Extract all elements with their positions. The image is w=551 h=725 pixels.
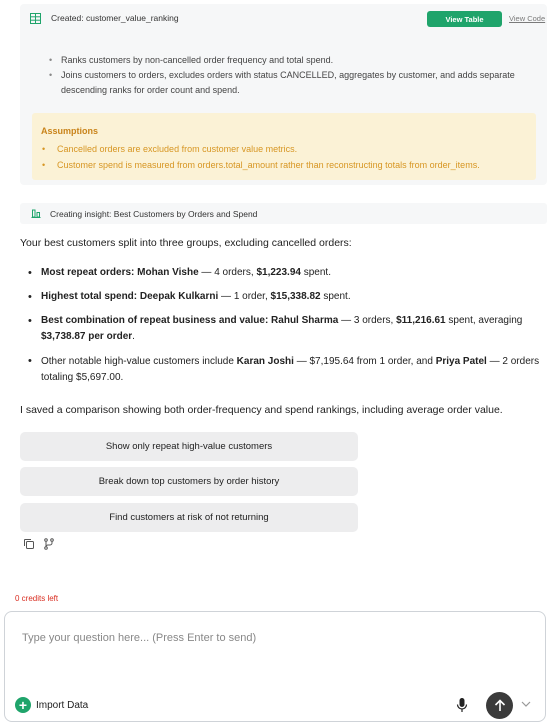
view-code-link[interactable]: View Code [509,14,546,23]
card-header [20,4,547,30]
card-description-item: • Joins customers to orders, excludes orders with status CANCELLED, aggregates by customer, and adds separate descending ranks for order count and spend. [49,68,529,98]
assumptions-list [41,141,531,173]
answer-item [28,353,546,386]
answer-item-text: — $7,195.64 from 1 order, and [293,356,436,367]
answer-item-value: $3,738.87 per order [41,331,133,342]
answer-item-label: Best combination of repeat business and value: Rahul Sharma [41,315,339,326]
answer-item [28,289,546,305]
created-table-card [20,4,547,185]
answer-item-label: Most repeat orders: Mohan Vishe [41,267,199,278]
card-description-list [49,53,529,98]
answer-item [28,265,546,281]
import-data-label: Import Data [36,699,89,711]
credits-remaining: 0 credits left [15,594,59,603]
suggestion-button[interactable]: Show only repeat high-value customers [20,432,358,461]
answer-item-text: — 1 order, [218,291,271,302]
microphone-icon[interactable] [456,697,468,713]
assumption-item: • Customer spend is measured from orders.total_amount rather than reconstructing totals from order_items. [41,157,531,173]
answer-summary: I saved a comparison showing both order-frequency and spend rankings, including average order value. [20,404,503,416]
branch-icon[interactable] [43,538,55,550]
arrow-up-icon [494,699,506,712]
plus-icon: + [15,697,31,713]
answer-item-value: $15,338.82 [270,291,321,302]
chevron-down-icon[interactable] [521,701,531,708]
assumptions-title: Assumptions [41,126,99,136]
suggestion-button[interactable]: Break down top customers by order history [20,467,358,496]
assumptions-box [32,113,536,180]
insight-title: Creating insight: Best Customers by Orders and Spend [50,209,258,219]
question-composer [4,611,546,722]
question-input[interactable] [22,630,522,646]
chart-icon [31,208,41,218]
card-title: Created: customer_value_ranking [51,13,179,23]
answer-item-text: — 4 orders, [198,267,257,278]
answer-item-label: Highest total spend: Deepak Kulkarni [41,291,219,302]
answer-item-text: spent, averaging [445,315,523,326]
view-table-button[interactable]: View Table [427,11,502,27]
answer-list [28,265,546,394]
customer-name: Karan Joshi [236,356,294,367]
answer-item-value: $11,216.61 [396,315,446,326]
import-data-button[interactable] [15,696,88,714]
answer-item-text: spent. [320,291,351,302]
customer-name: Priya Patel [435,356,487,367]
copy-icon[interactable] [23,538,35,550]
assumption-item: • Cancelled orders are excluded from customer value metrics. [41,141,531,157]
send-button[interactable] [486,692,513,719]
answer-item-text: — 3 orders, [338,315,397,326]
insight-status-bar [20,203,547,224]
answer-item-text: Other notable high-value customers include [41,356,237,367]
table-icon [30,13,41,24]
answer-item-text: . [132,331,135,342]
answer-intro: Your best customers split into three groups, excluding cancelled orders: [20,237,352,249]
answer-item-text: spent. [300,267,331,278]
suggestion-button[interactable]: Find customers at risk of not returning [20,503,358,532]
answer-item-text: — 2 orders totaling $5,697.00. [41,356,540,383]
card-description-item: • Ranks customers by non-cancelled order frequency and total spend. [49,53,529,68]
answer-item [28,313,546,345]
answer-item-value: $1,223.94 [256,267,301,278]
